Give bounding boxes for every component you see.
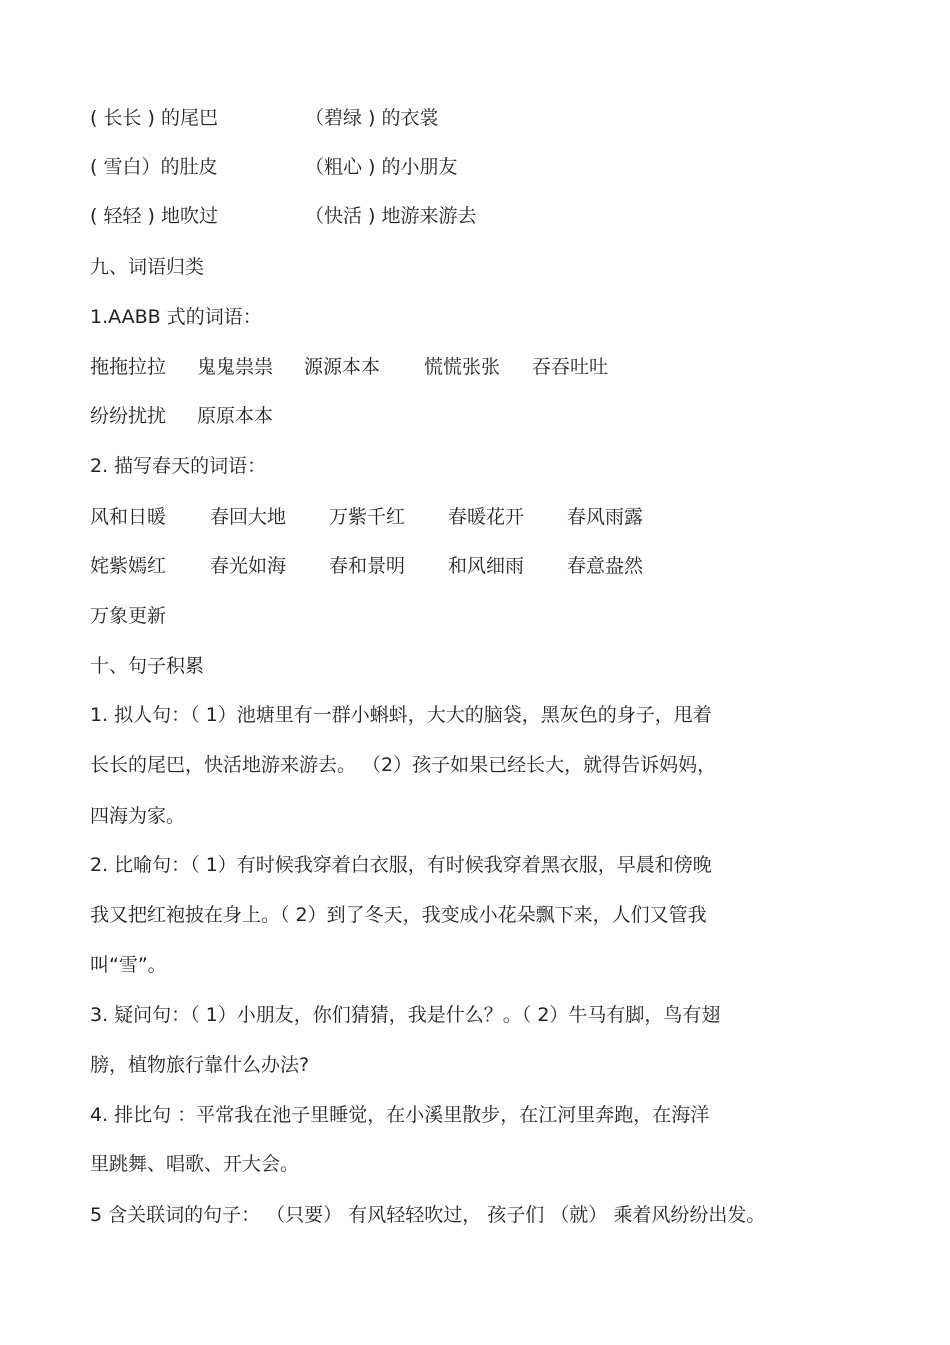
spring-row-2 xyxy=(90,554,643,578)
word-item: 拖拖拉拉 xyxy=(90,356,167,378)
word-item: 和风细雨 xyxy=(448,555,525,577)
word-item: 春风雨露 xyxy=(567,506,644,528)
aabb-subheading: 1.AABB 式的词语： xyxy=(90,306,262,328)
word-item: 姹紫嫣红 xyxy=(90,555,167,577)
word-item: 春和景明 xyxy=(329,555,406,577)
sentence-line: 4. 排比句 ：平常我在池子里睡觉，在小溪里散步，在江河里奔跑，在海洋 xyxy=(90,1104,710,1126)
word-item: 鬼鬼祟祟 xyxy=(197,356,274,378)
sentence-line: 里跳舞、唱歌、开大会。 xyxy=(90,1153,300,1175)
word-item: 万象更新 xyxy=(90,605,167,627)
sentence-line: 1. 拟人句：（ 1）池塘里有一群小蝌蚪，大大的脑袋，黑灰色的身子，甩着 xyxy=(90,704,712,726)
aabb-row-2 xyxy=(90,404,273,428)
sentence-line: 长长的尾巴，快活地游来游去。 （2）孩子如果已经长大，就得告诉妈妈， xyxy=(90,754,717,776)
section-10-heading: 十、句子积累 xyxy=(90,655,205,677)
spring-row-1 xyxy=(90,505,643,529)
word-item: 纷纷扰扰 xyxy=(90,405,167,427)
word-item: 原原本本 xyxy=(197,405,274,427)
phrase-pair-2-right: （粗心 ) 的小朋友 xyxy=(305,156,458,178)
aabb-row-1 xyxy=(90,355,608,379)
word-item: 春回大地 xyxy=(210,506,287,528)
spring-row-3 xyxy=(90,604,166,628)
section-9-heading: 九、词语归类 xyxy=(90,256,205,278)
word-item: 源源本本 xyxy=(304,356,381,378)
spring-subheading: 2. 描写春天的词语： xyxy=(90,455,267,477)
word-item: 慌慌张张 xyxy=(424,356,501,378)
phrase-pair-1-left: ( 长长 ) 的尾巴 xyxy=(90,107,218,129)
word-item: 风和日暖 xyxy=(90,506,167,528)
phrase-pair-3-left: ( 轻轻 ) 地吹过 xyxy=(90,205,218,227)
word-item: 春暖花开 xyxy=(448,506,525,528)
word-item: 春意盎然 xyxy=(567,555,644,577)
phrase-pair-2-left: ( 雪白）的肚皮 xyxy=(90,156,218,178)
sentence-line: 膀，植物旅行靠什么办法? xyxy=(90,1054,310,1076)
sentence-line: 叫“雪”。 xyxy=(90,954,167,976)
sentence-line: 3. 疑问句：（ 1）小朋友，你们猜猜，我是什么？。（ 2）牛马有脚，鸟有翅 xyxy=(90,1004,721,1026)
sentence-line: 我又把红袍披在身上。（ 2）到了冬天，我变成小花朵飘下来，人们又管我 xyxy=(90,904,707,926)
sentence-line: 四海为家。 xyxy=(90,805,186,827)
word-item: 吞吞吐吐 xyxy=(532,356,609,378)
phrase-pair-1-right: （碧绿 ) 的衣裳 xyxy=(305,107,439,129)
phrase-pair-3-right: （快活 ) 地游来游去 xyxy=(305,205,477,227)
word-item: 万紫千红 xyxy=(329,506,406,528)
sentence-line: 2. 比喻句：（ 1）有时候我穿着白衣服，有时候我穿着黑衣服，早晨和傍晚 xyxy=(90,854,712,876)
sentence-line: 5 含关联词的句子： （只要） 有风轻轻吹过， 孩子们 （就） 乘着风纷纷出发。 xyxy=(90,1204,766,1226)
word-item: 春光如海 xyxy=(210,555,287,577)
